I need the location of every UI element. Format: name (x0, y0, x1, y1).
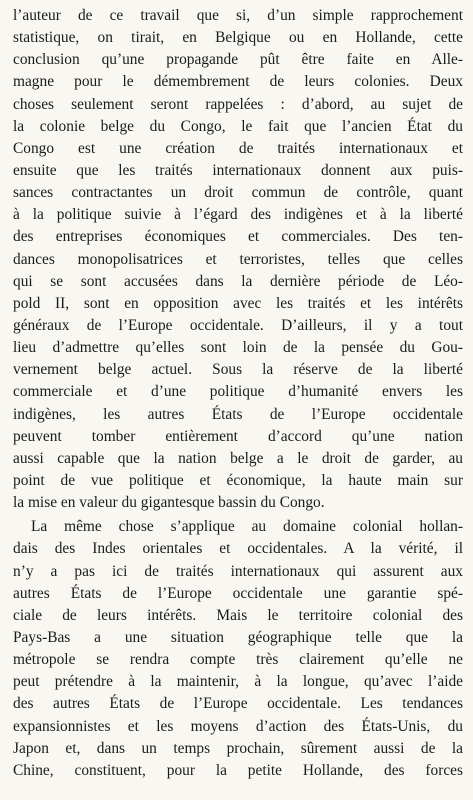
text-line: La même chose s’applique au domaine colonial hollan- (31, 518, 463, 536)
text-line: peut prétendre à la maintenir, à la longue, qu’avec l’aide (13, 673, 463, 691)
text-line: statistique, on tirait, en Belgique ou en Hollande, cette (13, 29, 463, 47)
text-line: pold II, sont en opposition avec les traités et les intérêts (13, 294, 463, 312)
text-line: magne pour le démembrement de leurs colonies. Deux (13, 73, 463, 91)
paragraph-2 (13, 516, 463, 782)
text-line: dais des Indes orientales et occidentales. A la vérité, il (13, 540, 463, 558)
text-line: lieu d’admettre qu’elles sont loin de la pensée du Gou- (13, 339, 463, 357)
text-line: indigènes, les autres États de l’Europe occidentale (13, 405, 463, 423)
text-line: peuvent tomber entièrement d’accord qu’une nation (13, 427, 463, 445)
text-line: point de vue politique et économique, la haute main sur (13, 471, 463, 489)
text-line: Pays-Bas a une situation géographique telle que la (13, 628, 463, 646)
text-line: expansionnistes et les moyens d’action des États-Unis, du (13, 717, 463, 735)
text-line: Congo est une création de traités internationaux et (13, 139, 463, 157)
text-line: des autres États de l’Europe occidentale. Les tendances (13, 695, 463, 713)
text-line: conclusion qu’une propagande pût être faite en Alle- (13, 51, 463, 69)
text-line: généraux de l’Europe occidentale. D’ailleurs, il y a tout (13, 316, 463, 334)
text-line: la mise en valeur du gigantesque bassin du Congo. (13, 494, 325, 512)
text-line: vernement belge actuel. Sous la réserve de la liberté (13, 361, 463, 379)
text-line: des entreprises économiques et commerciales. Des ten- (13, 228, 463, 246)
text-line: n’y a pas ici de traités internationaux qui assurent aux (13, 562, 463, 580)
text-line: qui se sont accusées dans la dernière période de Léo- (13, 272, 463, 290)
text-line: la colonie belge du Congo, le fait que l’ancien État du (13, 117, 463, 135)
text-line: l’auteur de ce travail que si, d’un simple rapprochement (13, 7, 463, 24)
text-line: aussi capable que la nation belge a le droit de garder, au (13, 449, 463, 467)
text-line: choses seulement seront rappelées : d’abord, au sujet de (13, 95, 463, 113)
text-line: autres États de l’Europe occidentale une garantie spé- (13, 584, 463, 602)
text-line: Chine, constituent, pour la petite Hollande, des forces (13, 761, 463, 779)
text-line: métropole se rendra compte très clairement qu’elle ne (13, 651, 463, 669)
text-line: sances contractantes un droit commun de contrôle, quant (13, 184, 463, 202)
text-line: ciale de leurs intérêts. Mais le territoire colonial des (13, 606, 463, 624)
paragraph-1 (13, 5, 463, 514)
body-text (13, 5, 463, 782)
text-line: dances monopolisatrices et terroristes, telles que celles (13, 250, 463, 268)
text-line: ensuite que les traités internationaux donnent aux puis- (13, 161, 463, 179)
text-line: Japon et, dans un temps prochain, sûrement aussi de la (13, 739, 463, 757)
text-line: à la politique suivie à l’égard des indigènes et à la liberté (13, 206, 463, 224)
text-line: commerciale et d’une politique d’humanité envers les (13, 383, 463, 401)
